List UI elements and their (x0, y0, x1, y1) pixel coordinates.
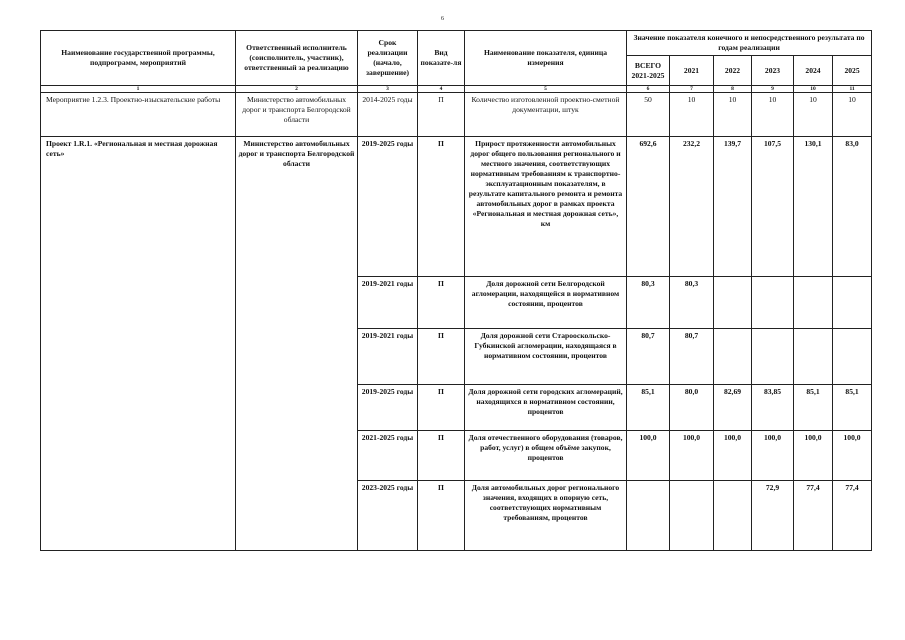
indicator-cell: Доля автомобильных дорог регионального значения, входящих в опорную сеть, соответствующих нормативным требованиям, процентов (465, 481, 627, 551)
term-cell: 2014-2025 годы (358, 93, 418, 137)
column-number: 10 (794, 86, 833, 93)
value-cell: 100,0 (794, 431, 833, 481)
column-number: 7 (670, 86, 714, 93)
column-number: 11 (833, 86, 872, 93)
total-cell: 80,7 (627, 329, 670, 385)
value-cell: 10 (794, 93, 833, 137)
value-cell (794, 277, 833, 329)
value-cell: 77,4 (833, 481, 872, 551)
header-year: 2023 (752, 56, 794, 86)
term-cell: 2019-2021 годы (358, 329, 418, 385)
indicator-cell: Доля дорожной сети Старооскольско-Губкинской агломерации, находящаяся в нормативном состоянии, процентов (465, 329, 627, 385)
header-values-group: Значение показателя конечного и непосредственного результата по годам реализации (627, 31, 872, 56)
header-indicator: Наименование показателя, единица измерения (465, 31, 627, 86)
term-cell: 2023-2025 годы (358, 481, 418, 551)
column-number: 5 (465, 86, 627, 93)
header-type: Вид показате-ля (418, 31, 465, 86)
project-executor-cell: Министерство автомобильных дорог и транспорта Белгородской области (236, 137, 358, 551)
indicator-cell: Прирост протяженности автомобильных дорог общего пользования регионального и местного значения, соответствующих нормативным требованиям к транспортно-эксплуатационным показателям, в результате капитального ремонта и ремонта автомобильных дорог в рамках проекта «Региональная и местная дорожная сеть», км (465, 137, 627, 277)
total-cell: 100,0 (627, 431, 670, 481)
value-cell (833, 329, 872, 385)
type-cell: П (418, 137, 465, 277)
page-number: 6 (441, 16, 444, 22)
indicators-table (40, 30, 872, 551)
header-program: Наименование государственной программы, подпрограмм, мероприятий (41, 31, 236, 86)
value-cell (752, 329, 794, 385)
value-cell: 232,2 (670, 137, 714, 277)
value-cell: 72,9 (752, 481, 794, 551)
value-cell: 77,4 (794, 481, 833, 551)
value-cell: 130,1 (794, 137, 833, 277)
total-cell (627, 481, 670, 551)
indicator-cell: Доля отечественного оборудования (товаров, работ, услуг) в общем объёме закупок, процентов (465, 431, 627, 481)
value-cell: 10 (752, 93, 794, 137)
type-cell: П (418, 385, 465, 431)
type-cell: П (418, 481, 465, 551)
header-year: 2021 (670, 56, 714, 86)
header-year: 2022 (714, 56, 752, 86)
column-number-row (41, 86, 872, 93)
header-year: 2025 (833, 56, 872, 86)
value-cell: 10 (714, 93, 752, 137)
total-cell: 692,6 (627, 137, 670, 277)
value-cell: 100,0 (670, 431, 714, 481)
value-cell: 85,1 (794, 385, 833, 431)
value-cell (833, 277, 872, 329)
total-cell: 80,3 (627, 277, 670, 329)
column-number: 2 (236, 86, 358, 93)
term-cell: 2021-2025 годы (358, 431, 418, 481)
value-cell: 83,85 (752, 385, 794, 431)
value-cell: 100,0 (714, 431, 752, 481)
value-cell: 100,0 (833, 431, 872, 481)
indicator-cell: Доля дорожной сети Белгородской агломерации, находящейся в нормативном состоянии, процентов (465, 277, 627, 329)
value-cell (714, 329, 752, 385)
value-cell: 82,69 (714, 385, 752, 431)
value-cell: 100,0 (752, 431, 794, 481)
column-number: 3 (358, 86, 418, 93)
value-cell: 139,7 (714, 137, 752, 277)
total-cell: 85,1 (627, 385, 670, 431)
type-cell: П (418, 277, 465, 329)
column-number: 6 (627, 86, 670, 93)
value-cell: 83,0 (833, 137, 872, 277)
project-program-cell: Проект 1.R.1. «Региональная и местная дорожная сеть» (41, 137, 236, 551)
value-cell (714, 277, 752, 329)
value-cell (714, 481, 752, 551)
type-cell: П (418, 93, 465, 137)
table-row (41, 93, 872, 137)
column-number: 8 (714, 86, 752, 93)
header-year: 2024 (794, 56, 833, 86)
value-cell: 80,7 (670, 329, 714, 385)
value-cell (794, 329, 833, 385)
indicator-cell: Доля дорожной сети городских агломераций, находящихся в нормативном состоянии, процентов (465, 385, 627, 431)
header-executor: Ответственный исполнитель (соисполнитель, участник), ответственный за реализацию (236, 31, 358, 86)
value-cell: 85,1 (833, 385, 872, 431)
term-cell: 2019-2025 годы (358, 385, 418, 431)
total-cell: 50 (627, 93, 670, 137)
value-cell: 107,5 (752, 137, 794, 277)
column-number: 4 (418, 86, 465, 93)
term-cell: 2019-2021 годы (358, 277, 418, 329)
value-cell (752, 277, 794, 329)
column-number: 1 (41, 86, 236, 93)
header-term: Срок реализации (начало, завершение) (358, 31, 418, 86)
table-row (41, 137, 872, 277)
column-number: 9 (752, 86, 794, 93)
header-total: ВСЕГО 2021-2025 (627, 56, 670, 86)
type-cell: П (418, 329, 465, 385)
value-cell: 10 (833, 93, 872, 137)
value-cell (670, 481, 714, 551)
term-cell: 2019-2025 годы (358, 137, 418, 277)
value-cell: 10 (670, 93, 714, 137)
type-cell: П (418, 431, 465, 481)
value-cell: 80,3 (670, 277, 714, 329)
header-row-1 (41, 31, 872, 56)
indicator-cell: Количество изготовленной проектно-сметной документации, штук (465, 93, 627, 137)
program-cell: Мероприятие 1.2.3. Проектно-изыскательские работы (41, 93, 236, 137)
value-cell: 80,0 (670, 385, 714, 431)
executor-cell: Министерство автомобильных дорог и транспорта Белгородской области (236, 93, 358, 137)
